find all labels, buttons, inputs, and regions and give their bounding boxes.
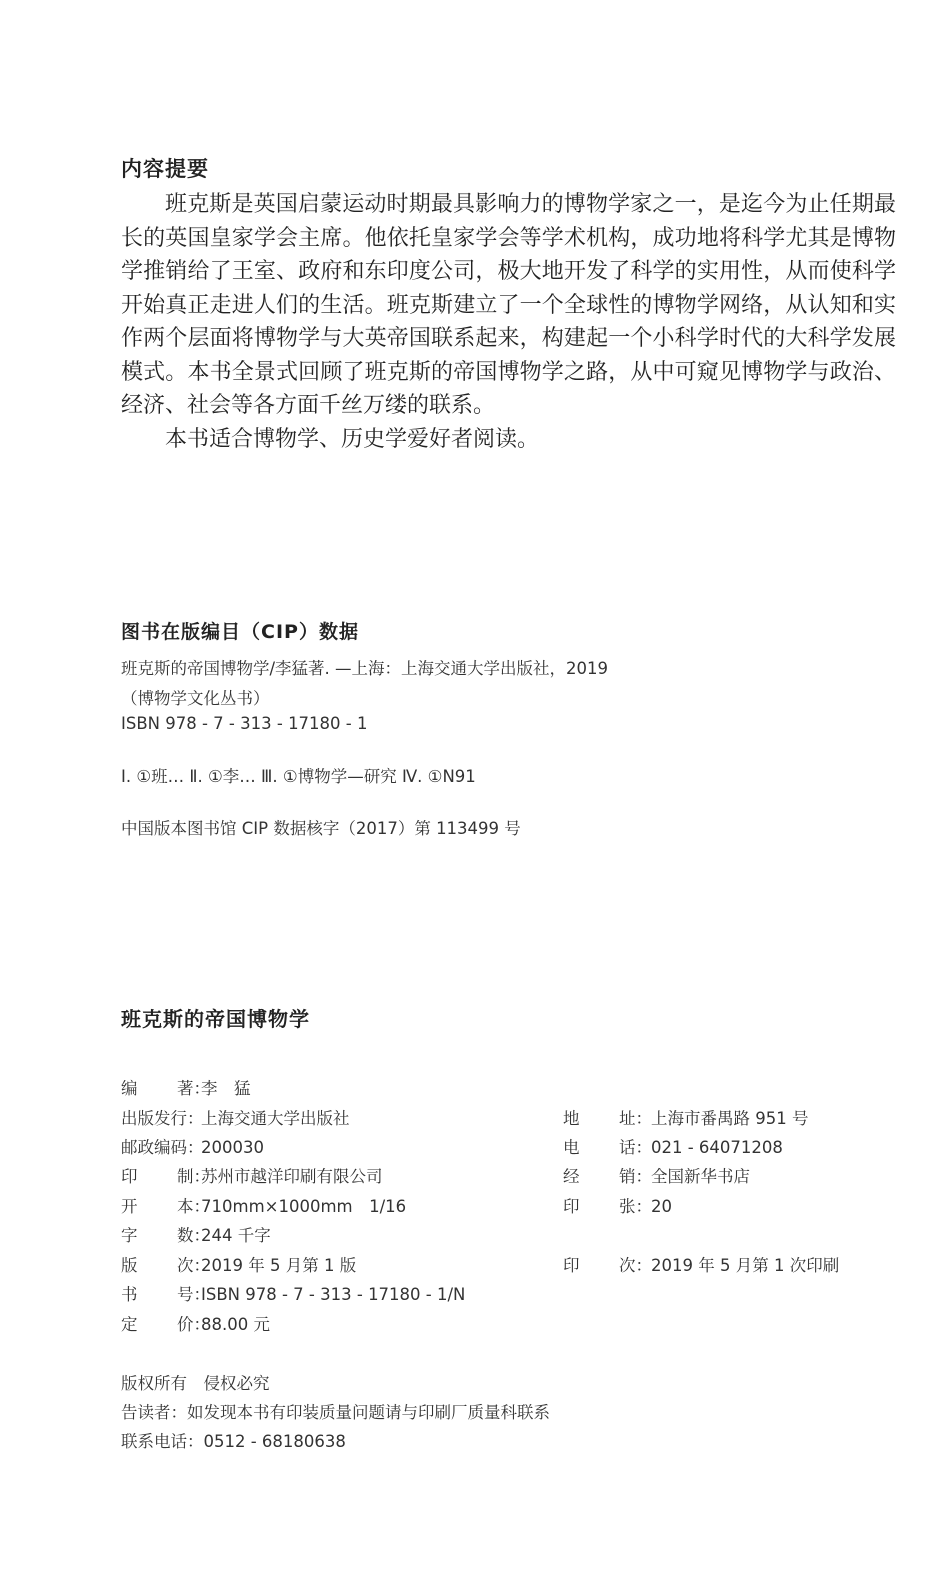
info-book-number: 书 号：ISBN 978 - 7 - 313 - 17180 - 1/N [121,1285,466,1304]
reader-notice: 告读者：如发现本书有印装质量问题请与印刷厂质量科联系 [121,1403,550,1422]
info-value: 20 [651,1197,672,1216]
info-value: ISBN 978 - 7 - 313 - 17180 - 1/N [201,1285,466,1304]
info-value: 200030 [201,1138,264,1157]
cip-title: 图书在版编目（CIP）数据 [121,621,359,643]
info-value: 021 - 64071208 [651,1138,783,1157]
info-edition: 版 次：2019 年 5 月第 1 版 [121,1256,357,1275]
info-printer: 印 制：苏州市越洋印刷有限公司 [121,1167,383,1186]
info-value: 2019 年 5 月第 1 次印刷 [651,1256,840,1275]
info-sheets: 印 张：20 [563,1197,672,1216]
info-value: 上海交通大学出版社 [201,1109,350,1128]
info-postcode: 邮政编码：200030 [121,1138,264,1157]
info-value: 244 千字 [201,1226,271,1245]
info-price: 定 价：88.00 元 [121,1315,270,1334]
info-phone: 电 话：021 - 64071208 [563,1138,783,1157]
info-author: 编 著：李 猛 [121,1079,251,1098]
info-word-count: 字 数：244 千字 [121,1226,271,1245]
contact-phone: 联系电话：0512 - 68180638 [121,1432,346,1451]
info-address: 地 址：上海市番禺路 951 号 [563,1109,809,1128]
info-printing: 印 次：2019 年 5 月第 1 次印刷 [563,1256,840,1275]
info-value: 88.00 元 [201,1315,270,1334]
info-value: 2019 年 5 月第 1 版 [201,1256,357,1275]
info-distributor: 经 销：全国新华书店 [563,1167,750,1186]
info-value: 苏州市越洋印刷有限公司 [201,1167,383,1186]
abstract-paragraph: 班克斯是英国启蒙运动时期最具影响力的博物学家之一，是迄今为止任期最长的英国皇家学会主席。他依托皇家学会等学术机构，成功地将科学尤其是博物学推销给了王室、政府和东印度公司，极大地开发了科学的实用性，从而使科学开始真正走进人们的生活。班克斯建立了一个全球性的博物学网络，从认知和实作两个层面将博物学与大英帝国联系起来，构建起一个小科学时代的大科学发展模式。本书全景式回顾了班克斯的帝国博物学之路，从中可窥见博物学与政治、经济、社会等各方面千丝万缕的联系。 [121,192,896,418]
cip-classification-line: Ⅰ. ①班… Ⅱ. ①李… Ⅲ. ①博物学—研究 Ⅳ. ①N91 [121,767,476,786]
info-value: 李 猛 [201,1079,251,1098]
cip-record-line: 班克斯的帝国博物学/李猛著. —上海：上海交通大学出版社，2019 [121,659,609,678]
cip-isbn-line: ISBN 978 - 7 - 313 - 17180 - 1 [121,714,368,733]
info-publisher: 出版发行：上海交通大学出版社 [121,1109,350,1128]
cip-series-line: （博物学文化丛书） [121,689,270,708]
info-format: 开 本：710mm×1000mm 1/16 [121,1197,407,1216]
book-title: 班克斯的帝国博物学 [121,1007,310,1031]
abstract-paragraph: 本书适合博物学、历史学爱好者阅读。 [165,426,540,452]
info-value: 上海市番禺路 951 号 [651,1109,809,1128]
copyright-notice: 版权所有 侵权必究 [121,1374,270,1393]
info-value: 710mm×1000mm 1/16 [201,1197,407,1216]
info-value: 全国新华书店 [651,1167,750,1186]
abstract-title: 内容提要 [121,157,209,181]
cip-approval-line: 中国版本图书馆 CIP 数据核字（2017）第 113499 号 [121,819,521,838]
abstract-body [121,188,896,456]
